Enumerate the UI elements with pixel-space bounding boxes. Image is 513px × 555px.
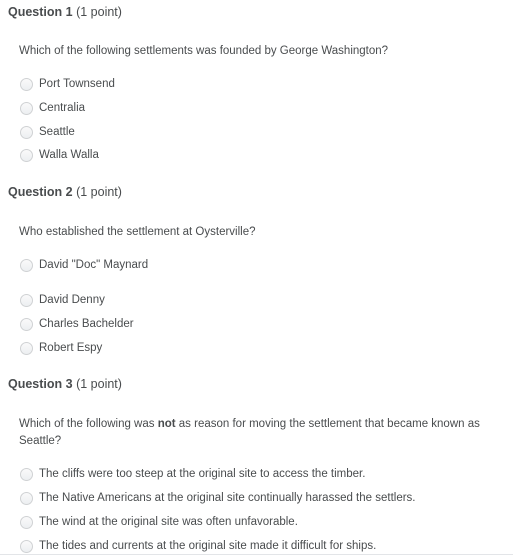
- question-2-label: Question 2: [8, 185, 73, 199]
- q2-option-1[interactable]: [20, 256, 148, 274]
- radio-button[interactable]: [20, 78, 33, 91]
- question-2-header: [8, 185, 122, 199]
- question-3-points: (1 point): [76, 377, 122, 391]
- q2-option-2[interactable]: [20, 291, 105, 309]
- question-2-points: (1 point): [76, 185, 122, 199]
- q1-option-2[interactable]: [20, 99, 85, 117]
- radio-button[interactable]: [20, 126, 33, 139]
- radio-button[interactable]: [20, 342, 33, 355]
- radio-button[interactable]: [20, 540, 33, 553]
- q2-option-4-label: Robert Espy: [39, 342, 103, 354]
- q2-option-3-label: Charles Bachelder: [39, 318, 134, 330]
- question-3-text: [19, 416, 497, 450]
- radio-button[interactable]: [20, 294, 33, 307]
- question-3-text-before: Which of the following was: [19, 418, 158, 430]
- q3-option-4[interactable]: [20, 537, 376, 555]
- q2-option-1-label: David "Doc" Maynard: [39, 259, 149, 271]
- radio-button[interactable]: [20, 318, 33, 331]
- question-1-header: [8, 5, 122, 19]
- question-3-text-emphasis: not: [157, 418, 176, 430]
- question-1-text: Which of the following settlements was founded by George Washington?: [19, 45, 389, 57]
- radio-button[interactable]: [20, 149, 33, 162]
- q3-option-1[interactable]: [20, 465, 365, 483]
- q3-option-4-label: The tides and currents at the original site made it difficult for ships.: [39, 540, 377, 552]
- q1-option-4[interactable]: [20, 146, 99, 164]
- radio-button[interactable]: [20, 492, 33, 505]
- radio-button[interactable]: [20, 102, 33, 115]
- q3-option-1-label: The cliffs were too steep at the original site to access the timber.: [39, 468, 366, 480]
- radio-button[interactable]: [20, 468, 33, 481]
- q1-option-1-label: Port Townsend: [39, 78, 115, 90]
- question-3-text-after: as reason for moving the settlement that became known as Seattle?: [19, 418, 480, 447]
- q2-option-3[interactable]: [20, 315, 134, 333]
- question-1-label: Question 1: [8, 5, 73, 19]
- radio-button[interactable]: [20, 259, 33, 272]
- question-1-points: (1 point): [76, 5, 122, 19]
- q2-option-4[interactable]: [20, 339, 102, 357]
- q1-option-4-label: Walla Walla: [39, 149, 99, 161]
- q2-option-2-label: David Denny: [39, 294, 105, 306]
- q3-option-2[interactable]: [20, 489, 416, 507]
- q1-option-1[interactable]: [20, 75, 115, 93]
- q3-option-3[interactable]: [20, 513, 298, 531]
- q1-option-3[interactable]: [20, 123, 75, 141]
- q3-option-3-label: The wind at the original site was often unfavorable.: [39, 516, 298, 528]
- q1-option-3-label: Seattle: [39, 126, 75, 138]
- question-2-text: Who established the settlement at Oysterville?: [19, 226, 256, 238]
- q3-option-2-label: The Native Americans at the original site continually harassed the settlers.: [39, 492, 416, 504]
- q1-option-2-label: Centralia: [39, 102, 86, 114]
- radio-button[interactable]: [20, 516, 33, 529]
- question-3-header: [8, 377, 122, 391]
- question-3-label: Question 3: [8, 377, 73, 391]
